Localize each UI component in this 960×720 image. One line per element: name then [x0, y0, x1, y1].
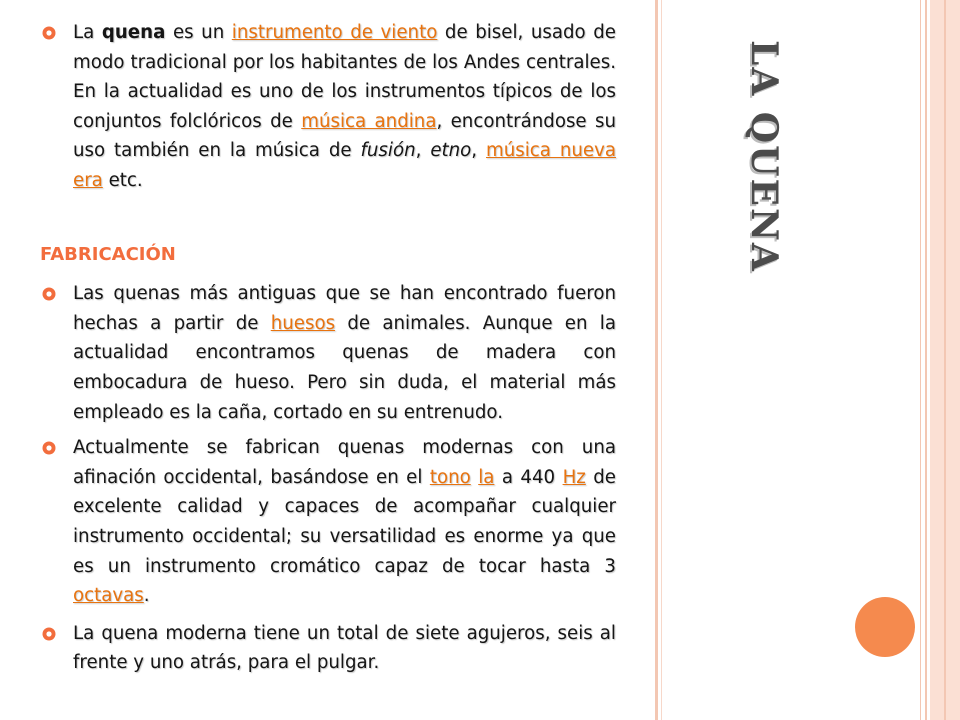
text: La	[73, 22, 102, 43]
divider-line	[925, 0, 927, 720]
section-heading: FABRICACIÓN	[40, 243, 176, 265]
slide-content	[40, 18, 616, 678]
text: Las quenas más antiguas que se han encontrado fueron hechas a partir de	[73, 283, 616, 334]
text: de bisel, usado de modo tradicional por los habitantes de los Andes centrales. En la actualidad es uno de los instrumentos típicos de los conjuntos folclóricos de	[73, 22, 616, 132]
divider-line	[655, 0, 658, 720]
text: La quena moderna tiene un total de siete agujeros, seis al frente y uno atrás, para el pulgar.	[73, 622, 616, 674]
bullet-agujeros	[40, 619, 616, 678]
bullet-icon	[42, 26, 56, 40]
text-italic: etno	[430, 140, 472, 162]
text: , encontrándose su uso también en la música de	[73, 110, 616, 162]
text: .	[143, 585, 150, 607]
bullet-intro	[40, 18, 616, 196]
slide-title-text: LA QUENA	[743, 40, 785, 273]
text: ,	[415, 140, 431, 162]
text: a 440	[494, 466, 563, 488]
link-huesos[interactable]: huesos	[270, 312, 336, 334]
text-bold: quena	[101, 22, 166, 43]
divider-line	[920, 0, 921, 720]
bullet-icon	[42, 441, 56, 455]
decorative-circle	[855, 597, 915, 657]
text: Actualmente se fabrican quenas modernas con una afinación occidental, basándose en el	[73, 437, 616, 488]
text: de excelente calidad y capaces de acompañar cualquier instrumento occidental; su versatilidad es enorme ya que es un instrumento cromático capaz de tocar hasta 3	[73, 466, 616, 577]
link-octavas[interactable]: octavas	[73, 585, 144, 607]
link-tono[interactable]: tono	[429, 466, 471, 488]
text: ,	[471, 140, 486, 162]
text: es un	[165, 22, 232, 43]
text-italic: fusión	[360, 140, 416, 162]
slide-title	[690, 40, 890, 300]
bullet-icon	[42, 627, 56, 641]
divider-line	[661, 0, 662, 720]
bullet-afinacion	[40, 433, 616, 611]
text: etc.	[102, 169, 143, 191]
text: de animales. Aunque en la actualidad encontramos quenas de madera con embocadura de hueso. Pero sin duda, el material más empleado es la caña, cortado en su entrenudo.	[73, 312, 616, 423]
bullet-huesos	[40, 279, 616, 427]
divider-line	[944, 0, 946, 720]
bullet-icon	[42, 287, 56, 301]
link-musica-andina[interactable]: música andina	[301, 110, 437, 132]
link-instrumento-de-viento[interactable]: instrumento de viento	[231, 22, 438, 43]
link-la[interactable]: la	[478, 466, 495, 488]
link-musica-nueva-era[interactable]: música nueva era	[73, 140, 616, 191]
link-hz[interactable]: Hz	[562, 466, 586, 488]
